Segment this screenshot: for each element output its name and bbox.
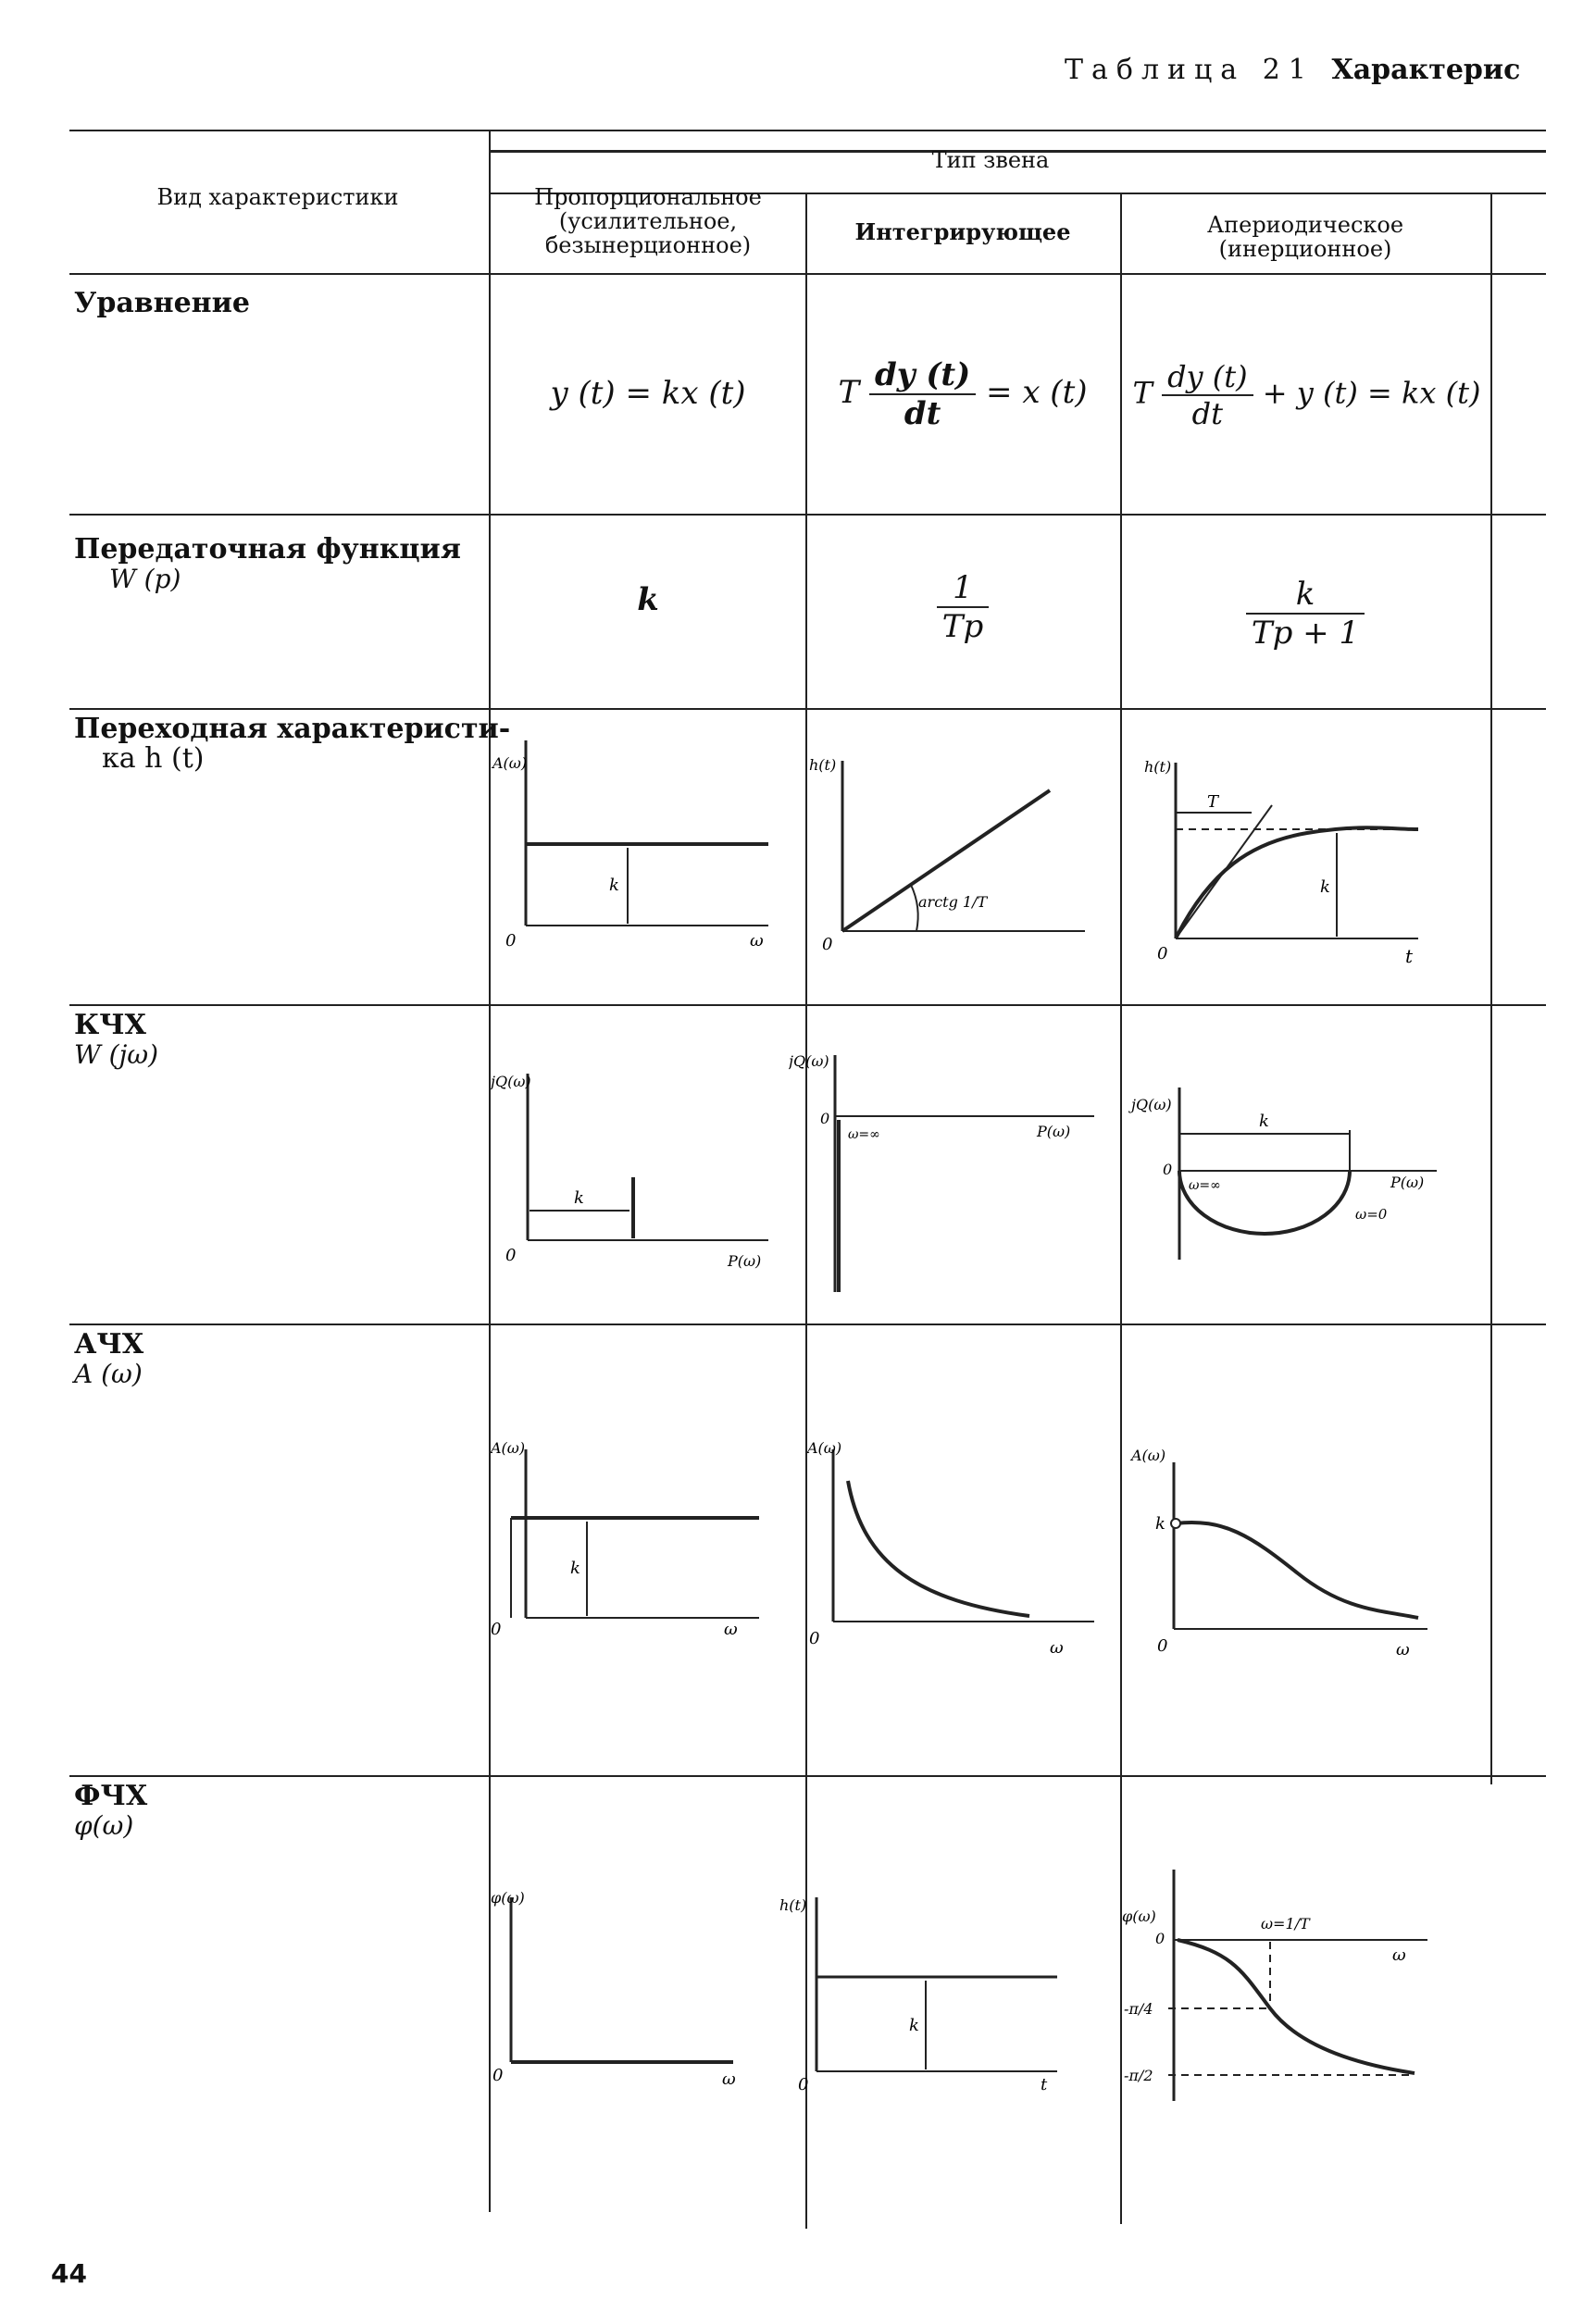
level-label: k (570, 1559, 580, 1578)
y-axis-label: A(ω) (807, 1439, 842, 1457)
equation-proportional: y (t) = kx (t) (550, 375, 746, 412)
origin-label: 0 (1155, 1930, 1165, 1947)
tangent-line (1176, 805, 1272, 938)
row-rule-4 (69, 1324, 1546, 1325)
amplitude-integrating-plot (807, 1425, 1120, 1666)
x-axis-label: P(ω) (1037, 1123, 1071, 1140)
row-rule-3 (69, 1004, 1546, 1006)
row-transfer-label (74, 535, 461, 594)
transfer-proportional: k (637, 581, 659, 618)
origin-label: 0 (809, 1629, 820, 1648)
y-axis-label: A(ω) (492, 754, 528, 772)
y-axis-label: A(ω) (491, 1439, 526, 1457)
row-nyquist-label (74, 1011, 158, 1070)
level-label: k (909, 2016, 919, 2035)
hyperbola-curve (848, 1481, 1029, 1616)
exponential-curve (1176, 827, 1418, 938)
step-proportional-plot (491, 740, 805, 963)
col-proportional-line2: (усилительное, (558, 208, 738, 234)
x-axis-label: ω (722, 2069, 736, 2089)
T-label: T (1207, 792, 1219, 812)
step-integrating-plot (807, 740, 1120, 972)
equation-integrating (815, 356, 1111, 432)
row-amplitude-sub: A (ω) (74, 1359, 143, 1389)
row-transfer-title: Передаточная функция (74, 533, 461, 565)
y-axis-label: φ(ω) (1122, 1908, 1156, 1925)
pi2-label: -π/2 (1124, 2067, 1153, 2084)
row-step-line2: ка h (t) (102, 742, 205, 775)
equation-aperiodic-den: dt (1191, 396, 1224, 431)
row-nyquist-title: КЧХ (74, 1009, 146, 1041)
table-title-text: Характерис (1331, 54, 1521, 86)
angle-arc (911, 885, 918, 931)
y-axis-label: φ(ω) (491, 1889, 525, 1907)
header-bottom-rule (69, 273, 1546, 275)
y-axis-label: jQ(ω) (491, 1073, 531, 1090)
amplitude-proportional-plot (491, 1425, 805, 1657)
y-axis-label: A(ω) (1131, 1447, 1166, 1464)
x-axis-label: ω (1396, 1640, 1410, 1659)
equation-integrating-suffix: = x (t) (986, 374, 1088, 411)
col-proportional-line3: безынерционное) (544, 232, 752, 258)
row-rule-5 (69, 1775, 1546, 1777)
y-axis-label: h(t) (809, 756, 837, 774)
origin-label: 0 (1157, 944, 1168, 963)
row-transfer-sub: W (p) (109, 564, 181, 594)
y-axis-label: jQ(ω) (789, 1052, 829, 1070)
table-caption: Таблица 21 (1065, 54, 1315, 86)
amplitude-curve (1176, 1522, 1418, 1618)
col-rule-4 (1490, 193, 1492, 1784)
x-axis-label: ω (724, 1620, 738, 1639)
y-axis-label: h(t) (779, 1896, 807, 1914)
transfer-aperiodic-num: k (1246, 576, 1365, 615)
amplitude-aperiodic-plot (1122, 1435, 1489, 1675)
angle-label: arctg 1/T (918, 893, 988, 911)
origin-label: 0 (1163, 1161, 1173, 1178)
w-zero-label: ω=0 (1355, 1206, 1388, 1223)
col-proportional-header (500, 185, 796, 257)
origin-label: 0 (492, 2066, 504, 2085)
origin-label: 0 (822, 935, 833, 954)
x-axis-label: P(ω) (728, 1252, 762, 1270)
table-top-rule (69, 130, 1546, 131)
transfer-integrating-fraction (937, 569, 989, 645)
pi4-label: -π/4 (1124, 2000, 1153, 2018)
page-number: 44 (51, 2258, 87, 2289)
y-axis-label: jQ(ω) (1131, 1096, 1172, 1113)
transfer-integrating-den: Tp (941, 608, 984, 645)
transfer-integrating-num: 1 (937, 569, 989, 608)
y-axis-label: h(t) (1144, 758, 1172, 776)
phase-proportional-plot (491, 1879, 805, 2110)
equation-aperiodic-prefix: T (1132, 375, 1153, 411)
transfer-integrating (815, 569, 1111, 645)
phase-curve (1178, 1940, 1415, 2073)
w-inf-label: ω=∞ (1189, 1178, 1221, 1193)
col-integrating-header: Интегрирующее (854, 218, 1071, 245)
transfer-aperiodic-fraction (1246, 576, 1365, 652)
x-axis-label: t (1041, 2075, 1048, 2094)
k-label: k (1259, 1112, 1269, 1131)
group-header-label: Тип звена (931, 147, 1050, 173)
transfer-aperiodic (1129, 576, 1481, 652)
k-label: k (574, 1188, 584, 1208)
col-aperiodic-line1: Апериодическое (1206, 212, 1404, 238)
equation-integrating-den: dt (904, 395, 941, 432)
row-phase-sub: φ(ω) (74, 1810, 134, 1841)
origin-label: 0 (505, 1246, 517, 1265)
col-proportional-line1: Пропорциональное (534, 184, 762, 210)
equation-aperiodic-fraction (1162, 359, 1253, 431)
row-nyquist-sub: W (jω) (74, 1039, 159, 1070)
origin-label: 0 (1157, 1636, 1168, 1656)
row-step-label (74, 715, 510, 774)
equation-integrating-num: dy (t) (869, 356, 976, 395)
col-aperiodic-line2: (инерционное) (1218, 236, 1392, 262)
row-amplitude-label (74, 1330, 143, 1389)
x-axis-label: ω (750, 931, 764, 951)
equation-aperiodic-suffix: + y (t) = kx (t) (1262, 375, 1481, 411)
row-step-line1: Переходная характеристи- (74, 713, 511, 745)
start-point (1171, 1519, 1180, 1528)
row-equation-label: Уравнение (74, 287, 250, 319)
origin-label: 0 (491, 1620, 502, 1639)
row-header-label: Вид характеристики (156, 184, 399, 210)
row-rule-2 (69, 708, 1546, 710)
equation-aperiodic (1124, 359, 1490, 431)
x-axis-label: ω (1050, 1638, 1064, 1658)
origin-label: 0 (505, 931, 517, 951)
phase-integrating-plot (779, 1879, 1120, 2110)
row-phase-title: ФЧХ (74, 1780, 148, 1812)
row-rule-1 (69, 514, 1546, 516)
x-axis-label: ω (1392, 1945, 1406, 1965)
origin-label: 0 (820, 1110, 830, 1127)
transfer-aperiodic-den: Tp + 1 (1251, 615, 1360, 652)
w-mark-label: ω=1/T (1261, 1915, 1310, 1933)
level-label: k (1320, 877, 1330, 897)
level-label: k (609, 876, 619, 895)
col-aperiodic-header (1129, 213, 1481, 261)
nyquist-proportional-plot (491, 1055, 805, 1296)
x-axis-label: t (1405, 945, 1414, 967)
equation-integrating-prefix: T (838, 374, 860, 411)
nyquist-aperiodic-plot (1122, 1078, 1489, 1310)
origin-label: 0 (798, 2075, 809, 2094)
nyquist-integrating-plot (789, 1037, 1118, 1305)
x-axis-label: P(ω) (1390, 1174, 1425, 1191)
equation-aperiodic-num: dy (t) (1162, 359, 1253, 396)
step-aperiodic-plot (1122, 740, 1489, 981)
k-label: k (1155, 1514, 1165, 1534)
row-phase-label (74, 1782, 147, 1841)
row-amplitude-title: АЧХ (74, 1328, 144, 1361)
w-inf-label: ω=∞ (848, 1127, 880, 1142)
phase-aperiodic-plot (1122, 1851, 1489, 2129)
table-title (1065, 54, 1520, 86)
equation-integrating-fraction (869, 356, 976, 432)
